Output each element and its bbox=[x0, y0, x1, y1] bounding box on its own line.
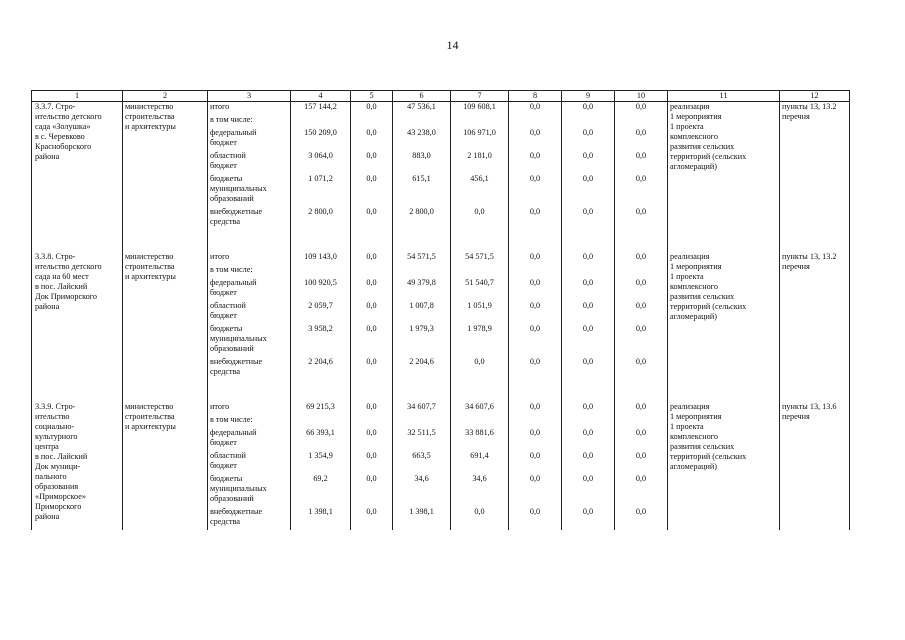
amount-cell: 0,0 bbox=[509, 128, 562, 151]
amount-cell: 3 958,2 bbox=[291, 324, 351, 357]
amount-cell: 0,0 bbox=[351, 301, 393, 324]
table-row-activity bbox=[32, 252, 850, 265]
amount-cell: 0,0 bbox=[615, 207, 668, 230]
amount-cell: 0,0 bbox=[615, 428, 668, 451]
amount-cell: 1 398,1 bbox=[393, 507, 451, 530]
amount-cell: 54 571,5 bbox=[393, 252, 451, 265]
amount-cell: 2 059,7 bbox=[291, 301, 351, 324]
amount-cell bbox=[509, 265, 562, 278]
amount-cell: 0,0 bbox=[509, 428, 562, 451]
spacer-cell bbox=[123, 230, 208, 252]
spacer-cell bbox=[123, 380, 208, 402]
amount-cell bbox=[615, 115, 668, 128]
funding-source-cell: федеральный бюджет bbox=[208, 128, 291, 151]
column-header: 12 bbox=[780, 91, 850, 102]
column-header: 5 bbox=[351, 91, 393, 102]
amount-cell: 0,0 bbox=[562, 102, 615, 116]
amount-cell: 0,0 bbox=[351, 252, 393, 265]
amount-cell: 34 607,6 bbox=[451, 402, 509, 415]
amount-cell bbox=[351, 265, 393, 278]
result-cell: реализация 1 мероприятия 1 проекта комплексного развития сельских территорий (сельских агломераций) bbox=[668, 402, 780, 530]
funding-source-cell: внебюджетные средства bbox=[208, 357, 291, 380]
amount-cell bbox=[291, 265, 351, 278]
spacer-cell bbox=[208, 380, 291, 402]
amount-cell: 2 181,0 bbox=[451, 151, 509, 174]
amount-cell: 0,0 bbox=[615, 451, 668, 474]
amount-cell bbox=[393, 415, 451, 428]
amount-cell: 1 051,9 bbox=[451, 301, 509, 324]
amount-cell: 1 398,1 bbox=[291, 507, 351, 530]
amount-cell: 0,0 bbox=[351, 207, 393, 230]
amount-cell bbox=[562, 115, 615, 128]
column-header: 3 bbox=[208, 91, 291, 102]
funding-source-cell: областной бюджет bbox=[208, 301, 291, 324]
amount-cell: 0,0 bbox=[615, 324, 668, 357]
column-header: 1 bbox=[32, 91, 123, 102]
funding-source-cell: внебюджетные средства bbox=[208, 507, 291, 530]
funding-source-cell: итого bbox=[208, 402, 291, 415]
amount-cell: 0,0 bbox=[351, 402, 393, 415]
spacer-cell bbox=[393, 380, 451, 402]
spacer-cell bbox=[393, 230, 451, 252]
result-cell: реализация 1 мероприятия 1 проекта комплексного развития сельских территорий (сельских агломераций) bbox=[668, 252, 780, 380]
amount-cell: 0,0 bbox=[509, 102, 562, 116]
spacer-cell bbox=[615, 380, 668, 402]
amount-cell: 0,0 bbox=[615, 357, 668, 380]
amount-cell: 0,0 bbox=[351, 128, 393, 151]
amount-cell: 0,0 bbox=[615, 128, 668, 151]
spacer-cell bbox=[668, 380, 780, 402]
amount-cell: 883,0 bbox=[393, 151, 451, 174]
amount-cell: 0,0 bbox=[562, 128, 615, 151]
amount-cell bbox=[615, 265, 668, 278]
amount-cell: 0,0 bbox=[562, 474, 615, 507]
spacer-cell bbox=[562, 230, 615, 252]
executor-cell: министерство строительства и архитектуры bbox=[123, 102, 208, 231]
funding-source-cell: в том числе: bbox=[208, 265, 291, 278]
reference-cell: пункты 13, 13.2 перечня bbox=[780, 102, 850, 231]
funding-source-cell: итого bbox=[208, 102, 291, 116]
amount-cell: 1 979,3 bbox=[393, 324, 451, 357]
amount-cell bbox=[615, 415, 668, 428]
table-row-activity bbox=[32, 102, 850, 116]
spacer-cell bbox=[451, 230, 509, 252]
amount-cell: 0,0 bbox=[562, 278, 615, 301]
spacer-cell bbox=[668, 230, 780, 252]
amount-cell: 0,0 bbox=[509, 507, 562, 530]
amount-cell bbox=[509, 415, 562, 428]
amount-cell: 0,0 bbox=[509, 474, 562, 507]
amount-cell: 34,6 bbox=[393, 474, 451, 507]
amount-cell bbox=[291, 115, 351, 128]
spacer-cell bbox=[780, 380, 850, 402]
amount-cell: 34 607,7 bbox=[393, 402, 451, 415]
amount-cell bbox=[562, 265, 615, 278]
funding-source-cell: областной бюджет bbox=[208, 451, 291, 474]
amount-cell bbox=[351, 115, 393, 128]
amount-cell: 0,0 bbox=[509, 357, 562, 380]
column-header: 10 bbox=[615, 91, 668, 102]
amount-cell: 157 144,2 bbox=[291, 102, 351, 116]
amount-cell: 0,0 bbox=[562, 357, 615, 380]
reference-cell: пункты 13, 13.6 перечня bbox=[780, 402, 850, 530]
amount-cell: 0,0 bbox=[562, 301, 615, 324]
amount-cell: 2 800,0 bbox=[291, 207, 351, 230]
amount-cell: 0,0 bbox=[509, 301, 562, 324]
reference-cell: пункты 13, 13.2 перечня bbox=[780, 252, 850, 380]
amount-cell: 691,4 bbox=[451, 451, 509, 474]
funding-source-cell: итого bbox=[208, 252, 291, 265]
page-number: 14 bbox=[446, 38, 459, 52]
funding-source-cell: внебюджетные средства bbox=[208, 207, 291, 230]
amount-cell bbox=[451, 415, 509, 428]
amount-cell: 109 608,1 bbox=[451, 102, 509, 116]
amount-cell: 0,0 bbox=[351, 474, 393, 507]
amount-cell: 0,0 bbox=[509, 151, 562, 174]
amount-cell: 1 071,2 bbox=[291, 174, 351, 207]
amount-cell: 0,0 bbox=[615, 474, 668, 507]
row-separator bbox=[32, 380, 850, 402]
amount-cell: 0,0 bbox=[509, 174, 562, 207]
amount-cell: 0,0 bbox=[351, 324, 393, 357]
spacer-cell bbox=[509, 380, 562, 402]
amount-cell: 0,0 bbox=[615, 507, 668, 530]
amount-cell bbox=[291, 415, 351, 428]
amount-cell: 49 379,8 bbox=[393, 278, 451, 301]
amount-cell: 109 143,0 bbox=[291, 252, 351, 265]
amount-cell: 0,0 bbox=[615, 151, 668, 174]
amount-cell: 3 064,0 bbox=[291, 151, 351, 174]
column-header: 4 bbox=[291, 91, 351, 102]
amount-cell: 0,0 bbox=[509, 402, 562, 415]
result-cell: реализация 1 мероприятия 1 проекта комплексного развития сельских территорий (сельских агломераций) bbox=[668, 102, 780, 231]
row-separator bbox=[32, 230, 850, 252]
funding-source-cell: бюджеты муниципальных образований bbox=[208, 324, 291, 357]
funding-source-cell: областной бюджет bbox=[208, 151, 291, 174]
amount-cell bbox=[451, 115, 509, 128]
amount-cell: 0,0 bbox=[562, 324, 615, 357]
program-table bbox=[31, 90, 850, 530]
amount-cell: 43 238,0 bbox=[393, 128, 451, 151]
funding-source-cell: в том числе: bbox=[208, 415, 291, 428]
amount-cell: 0,0 bbox=[615, 174, 668, 207]
funding-source-cell: федеральный бюджет bbox=[208, 278, 291, 301]
amount-cell: 0,0 bbox=[509, 451, 562, 474]
amount-cell bbox=[562, 415, 615, 428]
amount-cell: 0,0 bbox=[562, 507, 615, 530]
amount-cell: 0,0 bbox=[615, 252, 668, 265]
spacer-cell bbox=[32, 380, 123, 402]
amount-cell: 1 007,8 bbox=[393, 301, 451, 324]
amount-cell: 54 571,5 bbox=[451, 252, 509, 265]
column-header: 7 bbox=[451, 91, 509, 102]
amount-cell: 69,2 bbox=[291, 474, 351, 507]
amount-cell: 456,1 bbox=[451, 174, 509, 207]
amount-cell: 106 971,0 bbox=[451, 128, 509, 151]
amount-cell: 0,0 bbox=[615, 102, 668, 116]
amount-cell: 32 511,5 bbox=[393, 428, 451, 451]
spacer-cell bbox=[32, 230, 123, 252]
spacer-cell bbox=[351, 230, 393, 252]
amount-cell: 0,0 bbox=[509, 252, 562, 265]
amount-cell: 0,0 bbox=[351, 451, 393, 474]
amount-cell: 0,0 bbox=[351, 428, 393, 451]
column-header: 11 bbox=[668, 91, 780, 102]
amount-cell: 615,1 bbox=[393, 174, 451, 207]
amount-cell: 0,0 bbox=[562, 151, 615, 174]
amount-cell: 0,0 bbox=[451, 357, 509, 380]
amount-cell: 0,0 bbox=[351, 102, 393, 116]
amount-cell: 0,0 bbox=[562, 402, 615, 415]
funding-source-cell: бюджеты муниципальных образований bbox=[208, 174, 291, 207]
amount-cell: 0,0 bbox=[562, 174, 615, 207]
spacer-cell bbox=[351, 380, 393, 402]
column-header: 9 bbox=[562, 91, 615, 102]
amount-cell bbox=[393, 265, 451, 278]
amount-cell: 0,0 bbox=[351, 507, 393, 530]
executor-cell: министерство строительства и архитектуры bbox=[123, 402, 208, 530]
amount-cell: 0,0 bbox=[562, 252, 615, 265]
spacer-cell bbox=[291, 230, 351, 252]
amount-cell: 1 978,9 bbox=[451, 324, 509, 357]
spacer-cell bbox=[562, 380, 615, 402]
spacer-cell bbox=[291, 380, 351, 402]
amount-cell: 0,0 bbox=[509, 278, 562, 301]
table-row-activity bbox=[32, 402, 850, 415]
amount-cell: 0,0 bbox=[562, 207, 615, 230]
amount-cell: 0,0 bbox=[351, 151, 393, 174]
amount-cell: 0,0 bbox=[562, 428, 615, 451]
amount-cell: 47 536,1 bbox=[393, 102, 451, 116]
amount-cell: 34,6 bbox=[451, 474, 509, 507]
amount-cell: 0,0 bbox=[451, 507, 509, 530]
amount-cell: 0,0 bbox=[615, 278, 668, 301]
amount-cell: 663,5 bbox=[393, 451, 451, 474]
amount-cell: 150 209,0 bbox=[291, 128, 351, 151]
executor-cell: министерство строительства и архитектуры bbox=[123, 252, 208, 380]
amount-cell: 0,0 bbox=[509, 324, 562, 357]
amount-cell bbox=[351, 415, 393, 428]
funding-source-cell: в том числе: bbox=[208, 115, 291, 128]
amount-cell: 0,0 bbox=[351, 174, 393, 207]
amount-cell bbox=[451, 265, 509, 278]
amount-cell: 66 393,1 bbox=[291, 428, 351, 451]
amount-cell: 51 540,7 bbox=[451, 278, 509, 301]
activity-name-cell: 3.3.9. Стро- ительство социально- культурного центра в пос. Лайский Док муници- пального образования «Приморское» Приморского района bbox=[32, 402, 123, 530]
amount-cell: 100 920,5 bbox=[291, 278, 351, 301]
amount-cell: 0,0 bbox=[509, 207, 562, 230]
amount-cell: 69 215,3 bbox=[291, 402, 351, 415]
activity-name-cell: 3.3.7. Стро- ительство детского сада «Золушка» в с. Черевково Красноборского района bbox=[32, 102, 123, 231]
column-header-row bbox=[32, 91, 850, 102]
funding-source-cell: бюджеты муниципальных образований bbox=[208, 474, 291, 507]
spacer-cell bbox=[208, 230, 291, 252]
column-header: 6 bbox=[393, 91, 451, 102]
amount-cell: 0,0 bbox=[351, 357, 393, 380]
table-body bbox=[32, 102, 850, 531]
amount-cell: 0,0 bbox=[351, 278, 393, 301]
spacer-cell bbox=[615, 230, 668, 252]
amount-cell: 0,0 bbox=[615, 301, 668, 324]
amount-cell: 2 204,6 bbox=[393, 357, 451, 380]
funding-source-cell: федеральный бюджет bbox=[208, 428, 291, 451]
spacer-cell bbox=[509, 230, 562, 252]
amount-cell: 33 881,6 bbox=[451, 428, 509, 451]
column-header: 8 bbox=[509, 91, 562, 102]
amount-cell: 0,0 bbox=[451, 207, 509, 230]
column-header: 2 bbox=[123, 91, 208, 102]
spacer-cell bbox=[451, 380, 509, 402]
amount-cell: 2 800,0 bbox=[393, 207, 451, 230]
amount-cell: 0,0 bbox=[615, 402, 668, 415]
amount-cell: 1 354,9 bbox=[291, 451, 351, 474]
amount-cell: 0,0 bbox=[562, 451, 615, 474]
amount-cell bbox=[393, 115, 451, 128]
amount-cell bbox=[509, 115, 562, 128]
spacer-cell bbox=[780, 230, 850, 252]
amount-cell: 2 204,6 bbox=[291, 357, 351, 380]
activity-name-cell: 3.3.8. Стро- ительство детского сада на 60 мест в пос. Лайский Док Приморского района bbox=[32, 252, 123, 380]
